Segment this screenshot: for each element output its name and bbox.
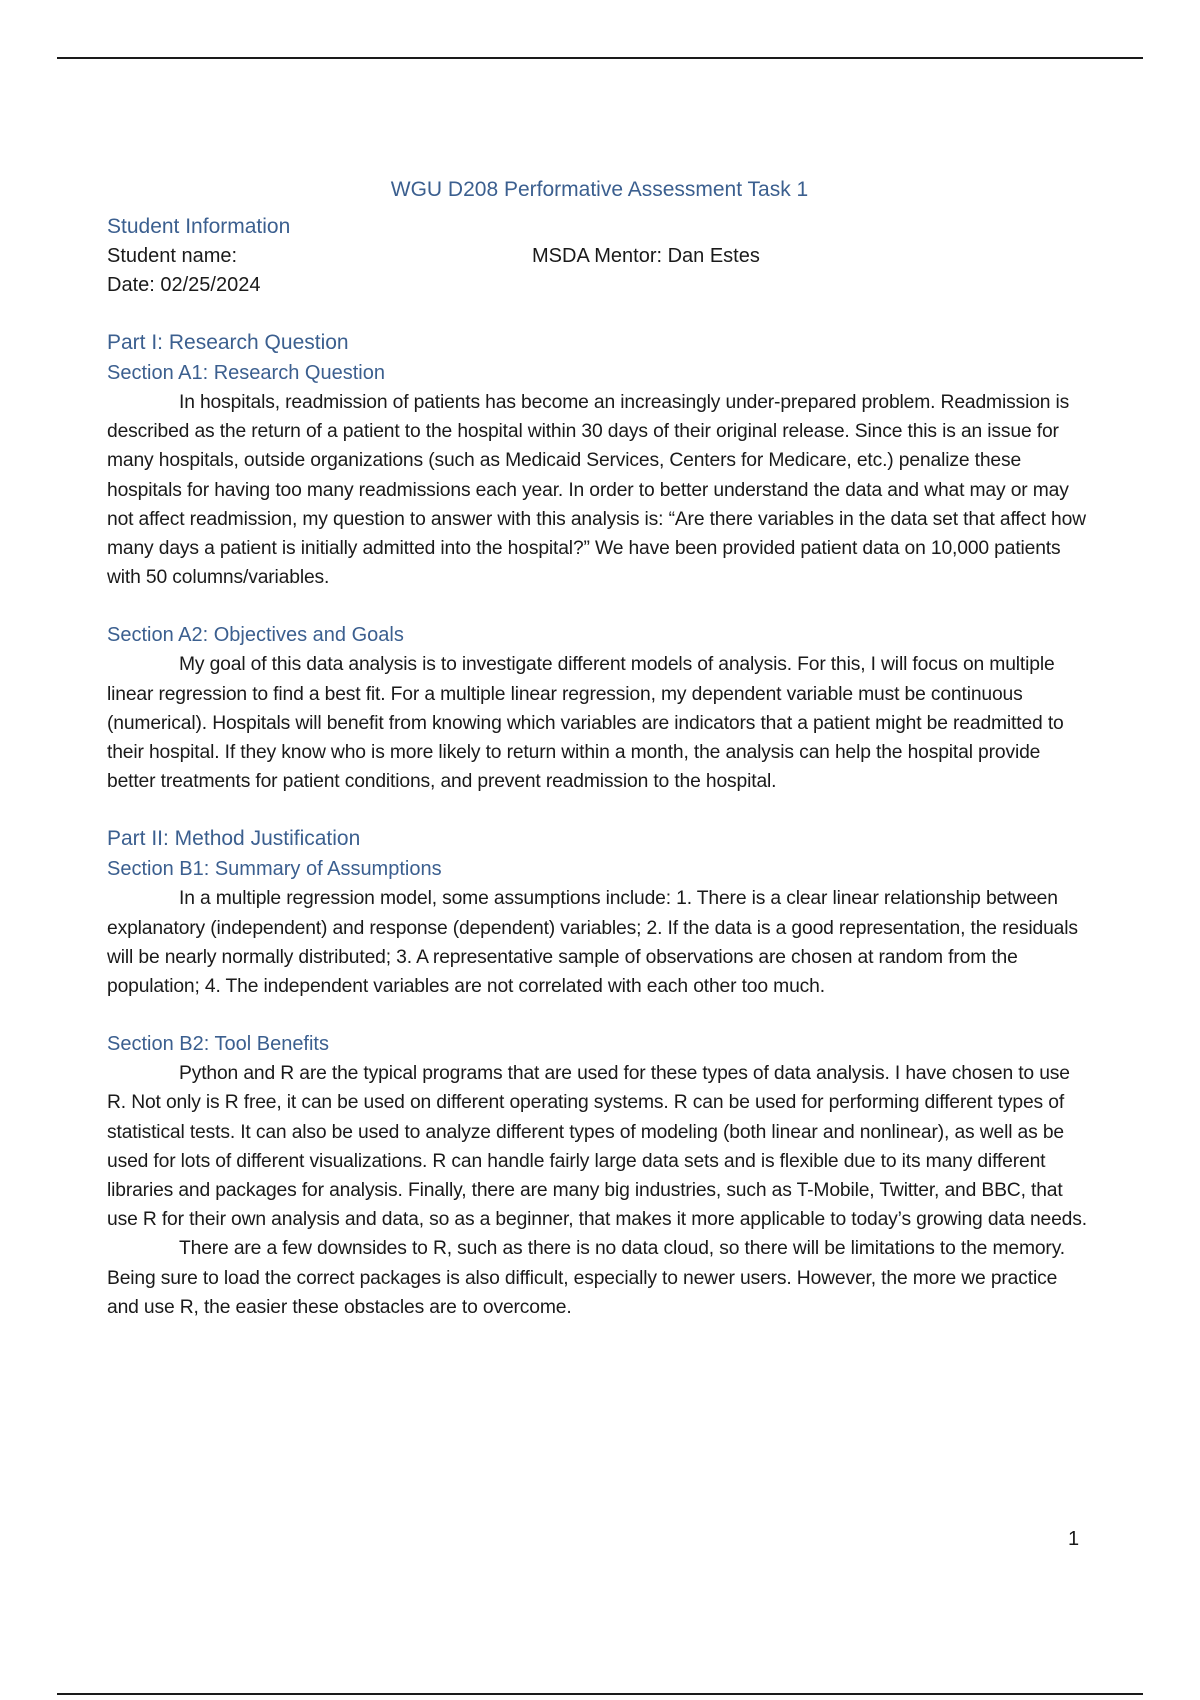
student-name-label: Student name: bbox=[107, 245, 238, 267]
student-info-row bbox=[107, 242, 1092, 271]
section-b2-text-1: Python and R are the typical programs that are used for these types of data analysis. I have chosen to use R. Not only is R free, it can be used on different operating systems. R can be used for performing different types of statistical tests. It can also be used to analyze different types of modeling (both linear and nonlinear), as well as be used for lots of different visualizations. R can handle fairly large data sets and is flexible due to its many different libraries and packages for analysis. Finally, there are many big industries, such as T-Mobile, Twitter, and BBC, that use R for their own analysis and data, so as a beginner, that makes it more applicable to today’s growing data needs. bbox=[107, 1063, 1087, 1231]
date-row bbox=[107, 271, 1092, 300]
page-number: 1 bbox=[1068, 1528, 1080, 1550]
date-label: Date: 02/25/2024 bbox=[107, 274, 261, 296]
section-a2-text: My goal of this data analysis is to investigate different models of analysis. For this, I will focus on multiple linear regression to find a best fit. For a multiple linear regression, my dependent variable must be continuous (numerical). Hospitals will benefit from knowing which variables are indicators that a patient might be readmitted to their hospital. If they know who is more likely to return within a month, the analysis can help the hospital provide better treatments for patient conditions, and prevent readmission to the hospital. bbox=[107, 654, 1064, 793]
document-page bbox=[107, 178, 1092, 1322]
part2-heading: Part II: Method Justification bbox=[107, 827, 361, 851]
document-title: WGU D208 Performative Assessment Task 1 bbox=[390, 178, 809, 201]
bottom-rule bbox=[57, 1693, 1143, 1695]
section-a2-heading: Section A2: Objectives and Goals bbox=[107, 624, 404, 647]
section-b1-text: In a multiple regression model, some assumptions include: 1. There is a clear linear relationship between explanatory (independent) and response (dependent) variables; 2. If the data is a good representation, the residuals will be nearly normally distributed; 3. A representative sample of observations are chosen at random from the population; 4. The independent variables are not correlated with each other too much. bbox=[107, 888, 1078, 998]
section-b2-heading: Section B2: Tool Benefits bbox=[107, 1033, 329, 1056]
student-info-heading: Student Information bbox=[107, 215, 291, 238]
top-rule bbox=[57, 57, 1143, 59]
section-b1-heading: Section B1: Summary of Assumptions bbox=[107, 858, 442, 881]
part1-heading: Part I: Research Question bbox=[107, 331, 349, 354]
section-a1-heading: Section A1: Research Question bbox=[107, 362, 385, 384]
section-a1-text: In hospitals, readmission of patients has become an increasingly under-prepared problem. Readmission is described as the return of a patient to the hospital within 30 days of their original release. Since this is an issue for many hospitals, outside organizations (such as Medicaid Services, Centers for Medicare, etc.) penalize these hospitals for having too many readmissions each year. In order to better understand the data and what may or may not affect readmission, my question to answer with this analysis is: “Are there variables in the data set that affect how many days a patient is initially admitted into the hospital?” We have been provided patient data on 10,000 patients with 50 columns/variables. bbox=[107, 392, 1086, 589]
mentor-label: MSDA Mentor: Dan Estes bbox=[532, 245, 760, 267]
section-b2-text-2: There are a few downsides to R, such as there is no data cloud, so there will be limitations to the memory. Being sure to load the correct packages is also difficult, especially to newer users. However, the more we practice and use R, the easier these obstacles are to overcome. bbox=[107, 1238, 1065, 1318]
